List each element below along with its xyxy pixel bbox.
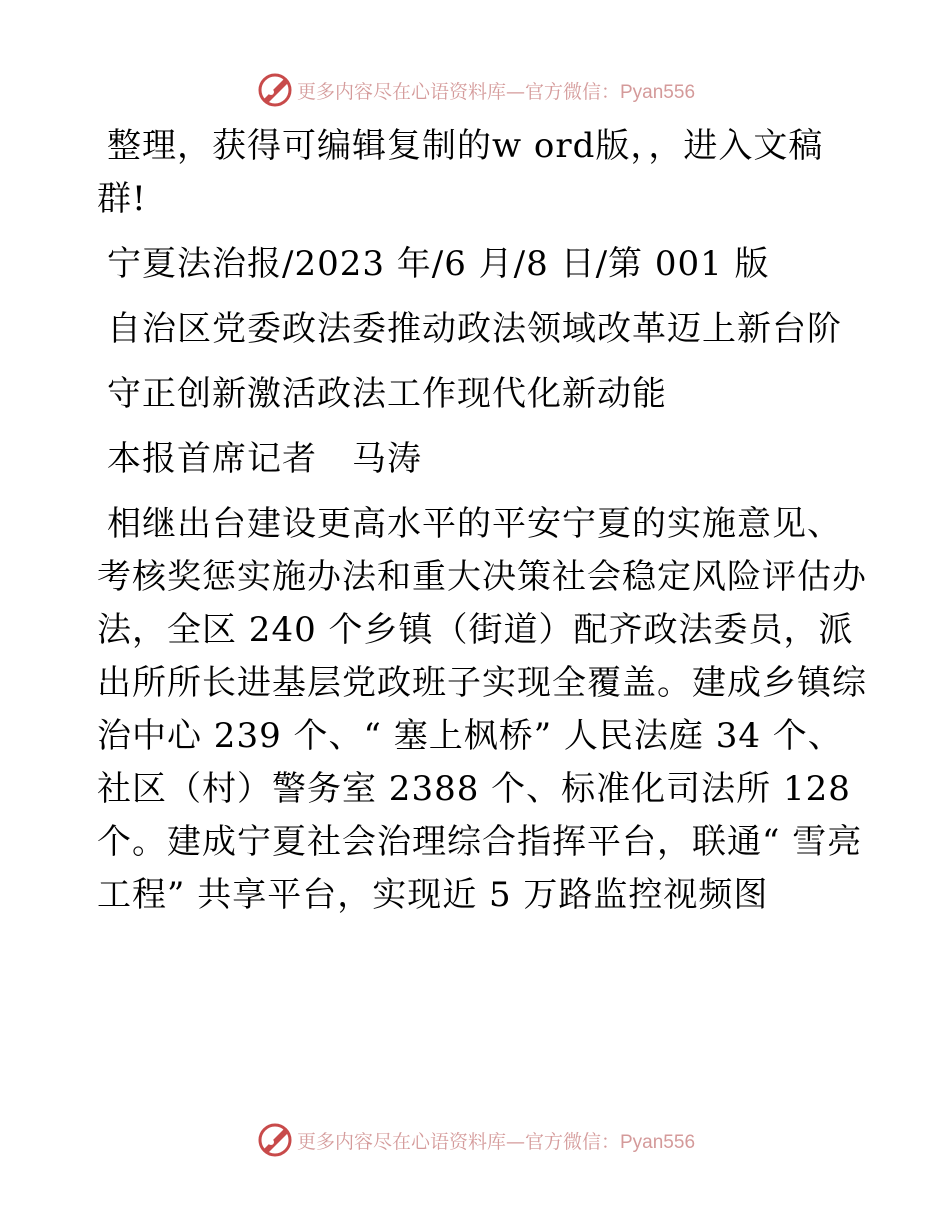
intro-line: 整理，获得可编辑复制的w ord版，，进入文稿群! xyxy=(97,126,824,219)
article-paragraph: 相继出台建设更高水平的平安宁夏的实施意见、考核奖惩实施办法和重大决策社会稳定风险评估办法，全区 240 个乡镇（街道）配齐政法委员，派出所所长进基层党政班子实现全覆盖。建成乡镇综治中心 239 个、“ 塞上枫桥” 人民法庭 34 个、社区（村）警务室 2388 个、标准化司法所 128 个。建成宁夏社会治理综合指挥平台，联通“ 雪亮工程” 共享平台，实现近 5 万路监控视频图 xyxy=(97,504,867,915)
header-banner-wechat-id: Pyan556 xyxy=(620,81,696,103)
pen-logo-icon xyxy=(255,1120,295,1160)
footer-banner xyxy=(0,1118,950,1162)
header-banner-text: 更多内容尽在心语资料库—官方微信： xyxy=(296,80,620,103)
byline: 本报首席记者 马涛 xyxy=(107,439,422,479)
header-banner xyxy=(0,68,950,112)
document-body xyxy=(97,120,867,922)
subheadline: 守正创新激活政法工作现代化新动能 xyxy=(107,374,667,414)
source-line: 宁夏法治报/2023 年/6 月/8 日/第 001 版 xyxy=(107,244,770,284)
footer-banner-text: 更多内容尽在心语资料库—官方微信： xyxy=(296,1130,620,1153)
footer-banner-wechat-id: Pyan556 xyxy=(620,1131,696,1153)
headline: 自治区党委政法委推动政法领域改革迈上新台阶 xyxy=(107,309,842,349)
pen-logo-icon xyxy=(255,70,295,110)
